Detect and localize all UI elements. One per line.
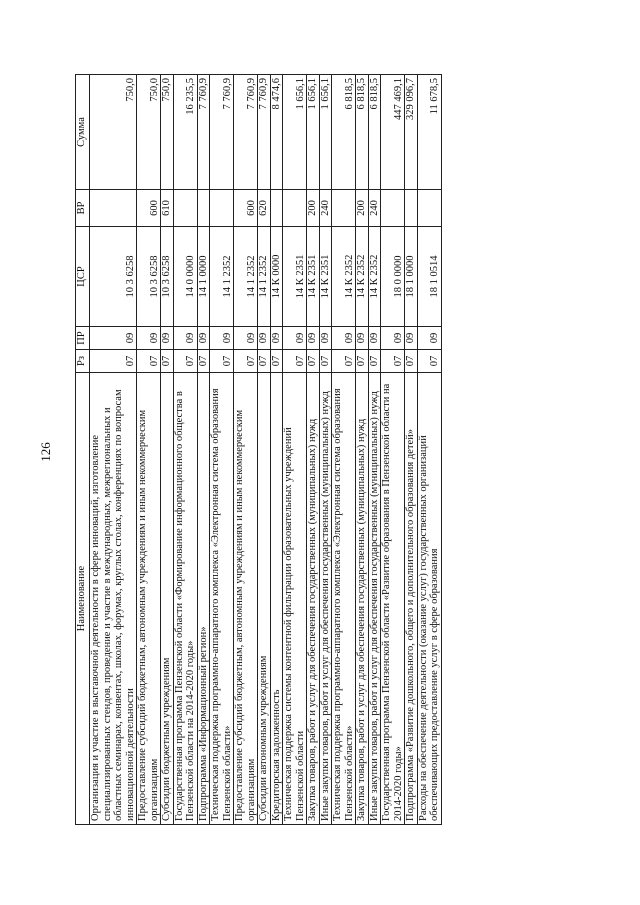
table-row bbox=[319, 75, 332, 825]
row-sum-cell: 16 235,5 bbox=[173, 75, 197, 190]
row-vr-cell bbox=[332, 190, 356, 227]
row-vr-cell: 200 bbox=[307, 190, 320, 227]
row-rz-cell: 07 bbox=[161, 350, 174, 373]
row-sum-cell: 6 818,5 bbox=[332, 75, 356, 190]
row-vr-cell: 200 bbox=[356, 190, 369, 227]
page-number: 126 bbox=[37, 442, 53, 462]
row-name-cell: Кредиторская задолженность bbox=[270, 373, 283, 825]
row-pr-cell: 09 bbox=[332, 327, 356, 350]
row-rz-cell: 07 bbox=[197, 350, 210, 373]
row-pr-cell: 09 bbox=[161, 327, 174, 350]
table-row bbox=[173, 75, 197, 825]
row-pr-cell: 09 bbox=[307, 327, 320, 350]
row-csr-cell: 18 0 0000 bbox=[381, 227, 405, 327]
table-row bbox=[258, 75, 271, 825]
header-vr: ВР bbox=[76, 190, 90, 227]
row-sum-cell: 1 656,1 bbox=[283, 75, 307, 190]
table-row bbox=[405, 75, 418, 825]
row-sum-cell: 750,0 bbox=[161, 75, 174, 190]
row-sum-cell: 329 096,7 bbox=[405, 75, 418, 190]
row-pr-cell: 09 bbox=[319, 327, 332, 350]
row-rz-cell: 07 bbox=[381, 350, 405, 373]
row-pr-cell: 09 bbox=[137, 327, 161, 350]
row-name-cell: Подпрограмма «Информационный регион» bbox=[197, 373, 210, 825]
row-rz-cell: 07 bbox=[319, 350, 332, 373]
row-csr-cell: 14 К 2352 bbox=[356, 227, 369, 327]
row-csr-cell: 14 К 2351 bbox=[283, 227, 307, 327]
row-csr-cell: 14 1 2352 bbox=[258, 227, 271, 327]
row-csr-cell: 14 0 0000 bbox=[173, 227, 197, 327]
row-vr-cell: 240 bbox=[368, 190, 381, 227]
row-name-cell: Закупка товаров, работ и услуг для обеспечения государственных (муниципальных) нужд bbox=[356, 373, 369, 825]
table-row bbox=[137, 75, 161, 825]
row-csr-cell: 10 3 6258 bbox=[137, 227, 161, 327]
row-name-cell: Иные закупки товаров, работ и услуг для обеспечения государственных (муниципальных) нужд bbox=[319, 373, 332, 825]
row-name-cell: Техническая поддержка программно-аппаратного комплекса «Электронная система образования Пензенской области» bbox=[332, 373, 356, 825]
row-rz-cell: 07 bbox=[417, 350, 441, 373]
row-pr-cell: 09 bbox=[173, 327, 197, 350]
row-rz-cell: 07 bbox=[258, 350, 271, 373]
row-name-cell: Техническая поддержка программно-аппаратного комплекса «Электронная система образования Пензенской области» bbox=[210, 373, 234, 825]
table-row bbox=[307, 75, 320, 825]
row-vr-cell bbox=[197, 190, 210, 227]
table-row bbox=[161, 75, 174, 825]
row-csr-cell: 14 1 0000 bbox=[197, 227, 210, 327]
table-row bbox=[381, 75, 405, 825]
row-vr-cell bbox=[270, 190, 283, 227]
row-rz-cell: 07 bbox=[332, 350, 356, 373]
row-rz-cell: 07 bbox=[173, 350, 197, 373]
table-row bbox=[234, 75, 258, 825]
row-vr-cell bbox=[417, 190, 441, 227]
table-row bbox=[270, 75, 283, 825]
row-vr-cell: 600 bbox=[137, 190, 161, 227]
row-name-cell: Техническая поддержка системы контентной фильтрации образовательных учреждений Пензенской области bbox=[283, 373, 307, 825]
row-rz-cell: 07 bbox=[270, 350, 283, 373]
row-vr-cell bbox=[283, 190, 307, 227]
row-sum-cell: 750,0 bbox=[90, 75, 137, 190]
row-rz-cell: 07 bbox=[405, 350, 418, 373]
header-rz: Рз bbox=[76, 350, 90, 373]
row-pr-cell: 09 bbox=[234, 327, 258, 350]
row-csr-cell: 14 К 2351 bbox=[319, 227, 332, 327]
row-pr-cell: 09 bbox=[283, 327, 307, 350]
table-row bbox=[283, 75, 307, 825]
row-pr-cell: 09 bbox=[258, 327, 271, 350]
row-vr-cell bbox=[210, 190, 234, 227]
row-csr-cell: 14 К 2352 bbox=[368, 227, 381, 327]
header-name: Наименование bbox=[76, 373, 90, 825]
row-sum-cell: 6 818,5 bbox=[356, 75, 369, 190]
row-vr-cell: 610 bbox=[161, 190, 174, 227]
row-name-cell: Субсидии бюджетным учреждениям bbox=[161, 373, 174, 825]
row-vr-cell bbox=[405, 190, 418, 227]
row-rz-cell: 07 bbox=[90, 350, 137, 373]
row-sum-cell: 1 656,1 bbox=[319, 75, 332, 190]
row-csr-cell: 14 1 2352 bbox=[210, 227, 234, 327]
row-sum-cell: 7 760,9 bbox=[210, 75, 234, 190]
row-name-cell: Предоставление субсидий бюджетным, автономным учреждениям и иным некоммерческим организациям bbox=[234, 373, 258, 825]
rotated-table-frame bbox=[75, 75, 570, 825]
row-pr-cell: 09 bbox=[368, 327, 381, 350]
row-csr-cell: 18 1 0000 bbox=[405, 227, 418, 327]
table-row bbox=[356, 75, 369, 825]
row-vr-cell: 600 bbox=[234, 190, 258, 227]
header-csr: ЦСР bbox=[76, 227, 90, 327]
header-pr: ПР bbox=[76, 327, 90, 350]
row-name-cell: Иные закупки товаров, работ и услуг для обеспечения государственных (муниципальных) нужд bbox=[368, 373, 381, 825]
header-sum: Сумма bbox=[76, 75, 90, 190]
row-pr-cell: 09 bbox=[197, 327, 210, 350]
row-csr-cell: 18 1 0514 bbox=[417, 227, 441, 327]
row-rz-cell: 07 bbox=[356, 350, 369, 373]
row-sum-cell: 447 469,1 bbox=[381, 75, 405, 190]
table-row bbox=[368, 75, 381, 825]
row-vr-cell bbox=[90, 190, 137, 227]
row-name-cell: Подпрограмма «Развитие дошкольного, общего и дополнительного образования детей» bbox=[405, 373, 418, 825]
row-sum-cell: 8 474,6 bbox=[270, 75, 283, 190]
row-sum-cell: 7 760,9 bbox=[258, 75, 271, 190]
row-sum-cell: 11 678,5 bbox=[417, 75, 441, 190]
row-name-cell: Предоставление субсидий бюджетным, автономным учреждениям и иным некоммерческим организациям bbox=[137, 373, 161, 825]
row-pr-cell: 09 bbox=[210, 327, 234, 350]
row-csr-cell: 10 3 6258 bbox=[90, 227, 137, 327]
row-sum-cell: 750,0 bbox=[137, 75, 161, 190]
row-sum-cell: 7 760,9 bbox=[197, 75, 210, 190]
table-row bbox=[417, 75, 441, 825]
row-rz-cell: 07 bbox=[234, 350, 258, 373]
row-pr-cell: 09 bbox=[90, 327, 137, 350]
row-name-cell: Государственная программа Пензенской области «Формирование информационного общества в Пензенской области на 2014-2020 годы» bbox=[173, 373, 197, 825]
row-rz-cell: 07 bbox=[307, 350, 320, 373]
table-row bbox=[197, 75, 210, 825]
row-csr-cell: 14 К 0000 bbox=[270, 227, 283, 327]
table-row bbox=[210, 75, 234, 825]
row-name-cell: Закупка товаров, работ и услуг для обеспечения государственных (муниципальных) нужд bbox=[307, 373, 320, 825]
row-rz-cell: 07 bbox=[368, 350, 381, 373]
row-vr-cell: 620 bbox=[258, 190, 271, 227]
table-container bbox=[75, 75, 570, 825]
row-pr-cell: 09 bbox=[270, 327, 283, 350]
row-name-cell: Субсидии автономным учреждениям bbox=[258, 373, 271, 825]
row-vr-cell bbox=[173, 190, 197, 227]
table-body bbox=[90, 75, 442, 825]
row-vr-cell: 240 bbox=[319, 190, 332, 227]
table-header-row bbox=[76, 75, 90, 825]
row-pr-cell: 09 bbox=[356, 327, 369, 350]
row-csr-cell: 14 1 2352 bbox=[234, 227, 258, 327]
row-rz-cell: 07 bbox=[283, 350, 307, 373]
row-csr-cell: 10 3 6258 bbox=[161, 227, 174, 327]
row-csr-cell: 14 К 2352 bbox=[332, 227, 356, 327]
table-row bbox=[90, 75, 137, 825]
row-name-cell: Государственная программа Пензенской области «Развитие образования в Пензенской области на 2014-2020 годы» bbox=[381, 373, 405, 825]
row-rz-cell: 07 bbox=[210, 350, 234, 373]
row-pr-cell: 09 bbox=[417, 327, 441, 350]
row-name-cell: Организация и участие в выставочной деятельности в сфере инноваций, изготовление специализированных стендов, проведение и участие в международных, межрегиональных и областных семинарах, конвентах, школах, форумах, круглых столах, конференциях по вопросам инновационной деятельности bbox=[90, 373, 137, 825]
row-pr-cell: 09 bbox=[381, 327, 405, 350]
row-sum-cell: 1 656,1 bbox=[307, 75, 320, 190]
table-row bbox=[332, 75, 356, 825]
row-rz-cell: 07 bbox=[137, 350, 161, 373]
row-sum-cell: 7 760,9 bbox=[234, 75, 258, 190]
budget-table bbox=[75, 74, 442, 825]
row-sum-cell: 6 818,5 bbox=[368, 75, 381, 190]
row-vr-cell bbox=[381, 190, 405, 227]
row-pr-cell: 09 bbox=[405, 327, 418, 350]
row-csr-cell: 14 К 2351 bbox=[307, 227, 320, 327]
row-name-cell: Расходы на обеспечение деятельности (оказание услуг) государственных организаций обеспечивающих предоставление услуг в сфере образования bbox=[417, 373, 441, 825]
